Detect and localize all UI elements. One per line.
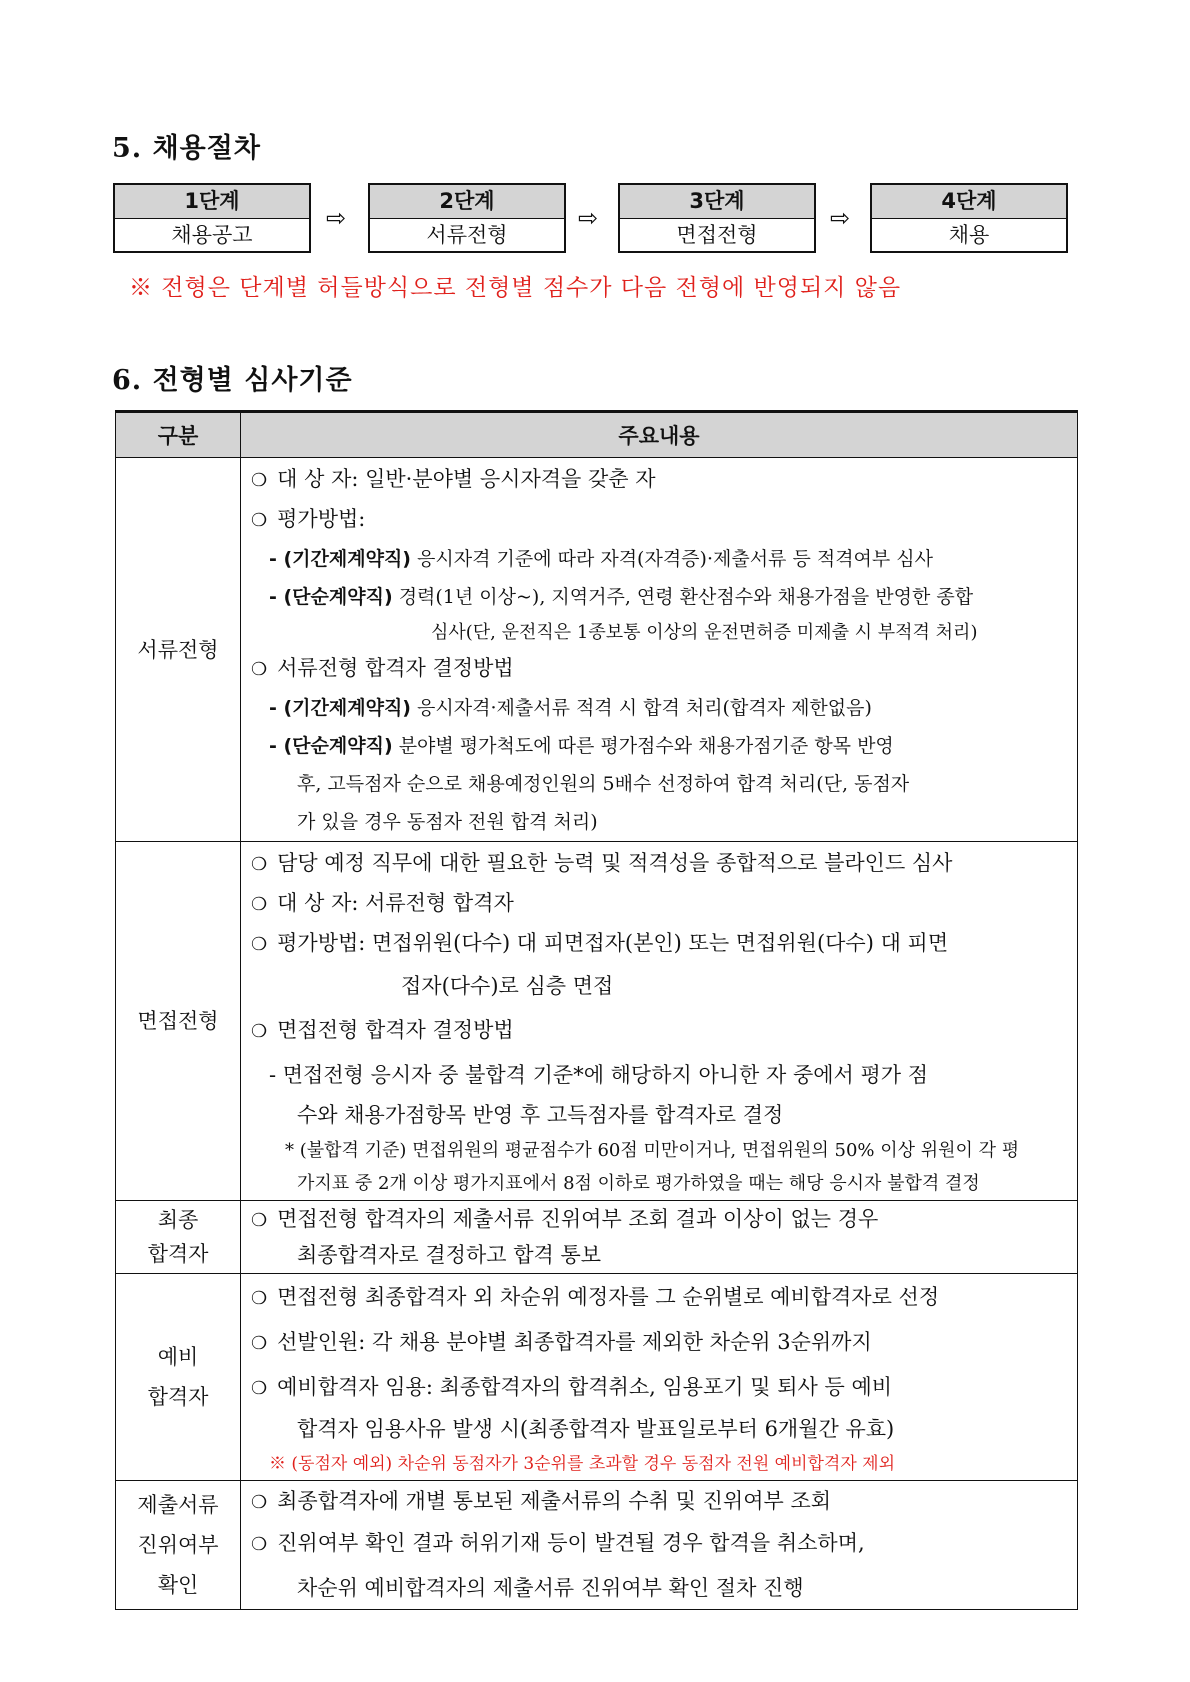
item-text: 예비합격자 임용: 최종합격자의 합격취소, 임용포기 및 퇴사 등 예비: [277, 1375, 893, 1399]
step-1-name: 채용공고: [171, 223, 253, 247]
row-content-document: [241, 458, 1078, 842]
row-label-text: 제출서류: [137, 1493, 219, 1517]
list-item: [251, 1483, 1065, 1521]
row-label-interview: [116, 842, 241, 1201]
list-item: [251, 924, 1065, 964]
circle-bullet-icon: ❍: [251, 510, 268, 531]
header-category: 구분: [116, 412, 241, 458]
item-text: 선발인원: 각 채용 분야별 최종합격자를 제외한 차순위 3순위까지: [277, 1330, 872, 1354]
row-label-text: 진위여부: [137, 1533, 219, 1557]
step-4-number: 4단계: [872, 185, 1066, 219]
criteria-table: [115, 410, 1078, 1610]
circle-bullet-icon: ❍: [251, 854, 268, 875]
row-label-text: 최종: [157, 1208, 199, 1232]
list-item: 가 있을 경우 동점자 전원 합격 처리): [297, 811, 598, 833]
circle-bullet-icon: ❍: [251, 659, 268, 680]
list-item: 합격자 임용사유 발생 시(최종합격자 발표일로부터 6개월간 유효): [297, 1417, 895, 1441]
item-text: 대 상 자: 서류전형 합격자: [277, 891, 514, 915]
row-label-text: 확인: [157, 1573, 199, 1597]
item-text: 평가방법: 면접위원(다수) 대 피면접자(본인) 또는 면접위원(다수) 대 피면: [277, 931, 949, 955]
list-item: 차순위 예비합격자의 제출서류 진위여부 확인 절차 진행: [297, 1576, 804, 1600]
list-item: 수와 채용가점항목 반영 후 고득점자를 합격자로 결정: [297, 1103, 784, 1127]
step-3-name: 면접전형: [676, 223, 758, 247]
header-content: 주요내용: [241, 412, 1078, 458]
circle-bullet-icon: ❍: [251, 1378, 268, 1399]
list-item: [251, 500, 1065, 540]
table-row: [116, 458, 1078, 842]
row-label-final: [116, 1201, 241, 1274]
procedure-notice: ※ 전형은 단계별 허들방식으로 전형별 점수가 다음 전형에 반영되지 않음: [129, 275, 902, 301]
item-text: 응시자격·제출서류 적격 시 합격 처리(합격자 제한없음): [417, 697, 872, 719]
list-item: [251, 460, 1065, 500]
table-row: [116, 1274, 1078, 1481]
arrow-right-icon: ⇨: [830, 204, 851, 232]
row-label-verify: [116, 1481, 241, 1610]
circle-bullet-icon: ❍: [251, 894, 268, 915]
step-1-number: 1단계: [115, 185, 309, 219]
list-item: [251, 1320, 1065, 1366]
list-item: [251, 727, 1065, 765]
list-item: [251, 1366, 1065, 1410]
list-item: [251, 844, 1065, 884]
list-item: 최종합격자로 결정하고 합격 통보: [297, 1243, 602, 1267]
circle-bullet-icon: ❍: [251, 1288, 268, 1309]
section-6-title: 6. 전형별 심사기준: [112, 365, 353, 396]
arrow-right-icon: ⇨: [578, 204, 599, 232]
list-item: - 면접전형 응시자 중 불합격 기준*에 해당하지 아니한 자 중에서 평가 점: [269, 1063, 929, 1087]
item-text: 서류전형 합격자 결정방법: [277, 656, 514, 680]
list-item: [251, 649, 1065, 689]
item-tag: - (기간제계약직): [269, 548, 411, 570]
step-1: [113, 183, 311, 253]
step-4-name: 채용: [948, 223, 990, 247]
step-3: [618, 183, 816, 253]
row-label-reserve: [116, 1274, 241, 1481]
circle-bullet-icon: ❍: [251, 470, 268, 491]
row-label-text: 합격자: [147, 1385, 209, 1409]
item-text: 면접전형 합격자 결정방법: [277, 1018, 514, 1042]
item-tag: - (단순계약직): [269, 735, 393, 757]
step-2-name: 서류전형: [426, 223, 508, 247]
row-content-final: [241, 1201, 1078, 1274]
list-item: 심사(단, 운전직은 1종보통 이상의 운전면허증 미제출 시 부적격 처리): [431, 622, 978, 643]
row-content-interview: [241, 842, 1078, 1201]
item-text: 응시자격 기준에 따라 자격(자격증)·제출서류 등 적격여부 심사: [417, 548, 934, 570]
list-item: [251, 1521, 1065, 1567]
list-item: [251, 1276, 1065, 1320]
item-text: 진위여부 확인 결과 허위기재 등이 발견될 경우 합격을 취소하며,: [277, 1531, 865, 1555]
table-row: [116, 842, 1078, 1201]
item-text: 대 상 자: 일반·분야별 응시자격을 갖춘 자: [277, 467, 656, 491]
row-label-text: 서류전형: [137, 637, 219, 662]
list-item: [251, 578, 1065, 616]
row-label-text: 면접전형: [137, 1009, 219, 1033]
circle-bullet-icon: ❍: [251, 1021, 268, 1042]
item-text: 최종합격자에 개별 통보된 제출서류의 수취 및 진위여부 조회: [277, 1489, 832, 1513]
list-item: [251, 1203, 1065, 1237]
list-item: [251, 884, 1065, 924]
item-tag: - (단순계약직): [269, 586, 393, 608]
list-item: [251, 540, 1065, 578]
circle-bullet-icon: ❍: [251, 1333, 268, 1354]
list-item: 후, 고득점자 순으로 채용예정인원의 5배수 선정하여 합격 처리(단, 동점자: [297, 773, 910, 795]
list-item: 가지표 중 2개 이상 평가지표에서 8점 이하로 평가하였을 때는 해당 응시자 불합격 결정: [297, 1173, 980, 1194]
step-2: [368, 183, 566, 253]
arrow-right-icon: ⇨: [326, 204, 347, 232]
item-text: 경력(1년 이상~), 지역거주, 연령 환산점수와 채용가점을 반영한 종합: [398, 586, 974, 608]
item-text: 면접전형 합격자의 제출서류 진위여부 조회 결과 이상이 없는 경우: [277, 1207, 879, 1231]
list-item: [251, 1008, 1065, 1054]
row-content-verify: [241, 1481, 1078, 1610]
circle-bullet-icon: ❍: [251, 1534, 268, 1555]
row-content-reserve: [241, 1274, 1078, 1481]
list-item: * (불합격 기준) 면접위원의 평균점수가 60점 미만이거나, 면접위원의 50% 이상 위원이 각 평: [285, 1140, 1020, 1161]
row-label-document: [116, 458, 241, 842]
item-text: 담당 예정 직무에 대한 필요한 능력 및 적격성을 종합적으로 블라인드 심사: [277, 851, 953, 875]
reserve-note: ※ (동점자 예외) 차순위 동점자가 3순위를 초과할 경우 동점자 전원 예비합격자 제외: [269, 1454, 896, 1474]
circle-bullet-icon: ❍: [251, 1492, 268, 1513]
item-text: 면접전형 최종합격자 외 차순위 예정자를 그 순위별로 예비합격자로 선정: [277, 1285, 940, 1309]
step-2-number: 2단계: [370, 185, 564, 219]
step-4: [870, 183, 1068, 253]
section-5-title: 5. 채용절차: [112, 133, 261, 164]
row-label-text: 합격자: [147, 1242, 209, 1266]
table-header-row: [116, 412, 1078, 458]
row-label-text: 예비: [157, 1345, 199, 1369]
list-item: 접자(다수)로 심층 면접: [401, 974, 614, 998]
step-3-number: 3단계: [620, 185, 814, 219]
circle-bullet-icon: ❍: [251, 1210, 268, 1231]
item-tag: - (기간제계약직): [269, 697, 411, 719]
circle-bullet-icon: ❍: [251, 934, 268, 955]
table-row: [116, 1201, 1078, 1274]
item-text: 평가방법:: [277, 507, 366, 531]
item-text: 분야별 평가척도에 따른 평가점수와 채용가점기준 항목 반영: [398, 735, 894, 757]
table-row: [116, 1481, 1078, 1610]
list-item: [251, 689, 1065, 727]
